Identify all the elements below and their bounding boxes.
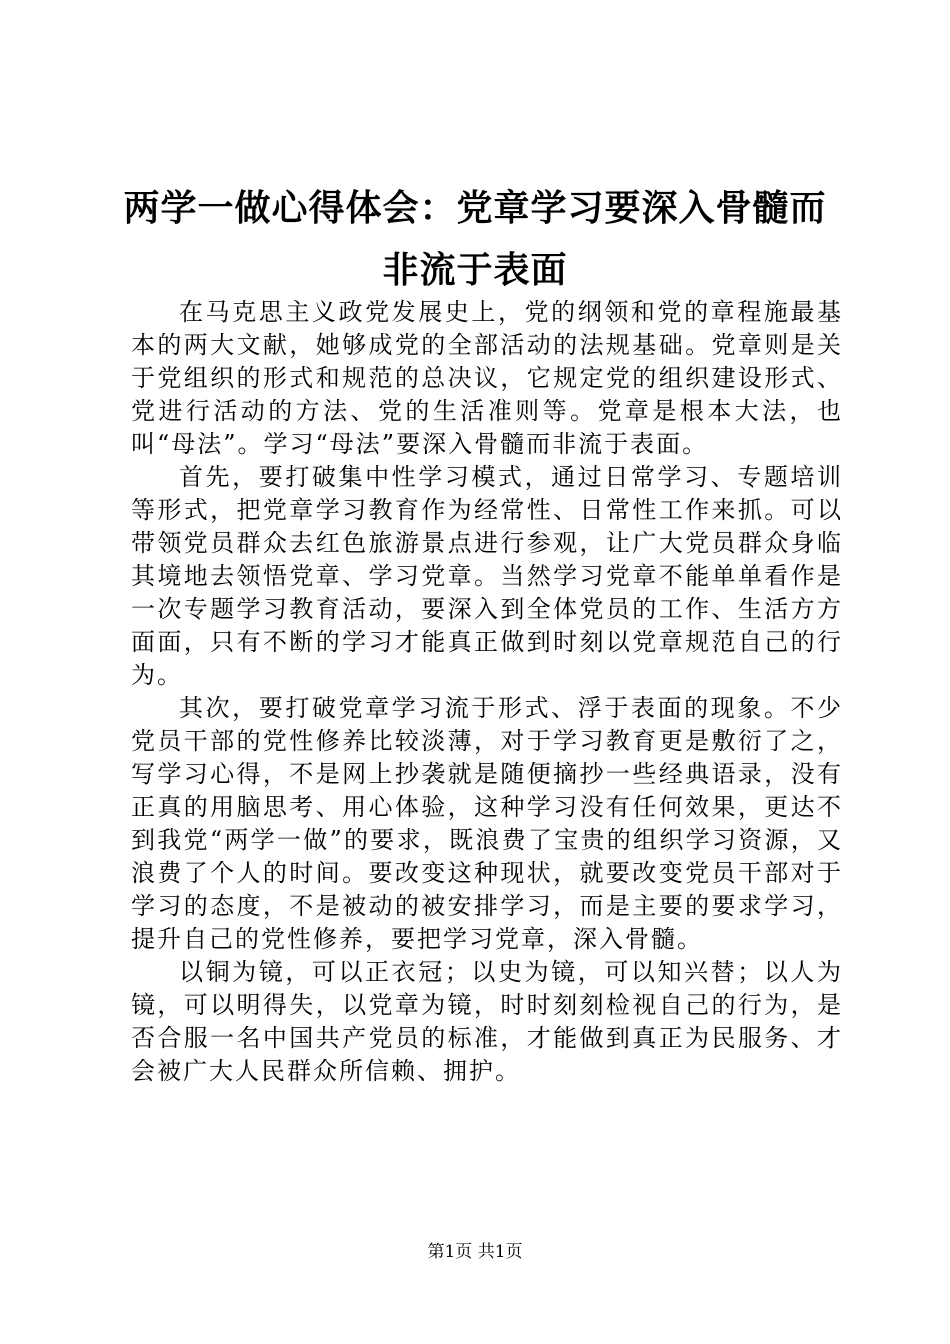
page-number-footer: 第1页 共1页	[427, 1242, 523, 1262]
paragraph: 以铜为镜，可以正衣冠；以史为镜，可以知兴替；以人为镜，可以明得失，以党章为镜，时时刻刻检视自己的行为，是否合服一名中国共产党员的标准，才能做到真正为民服务、才会被广大人民群众所信赖、拥护。	[131, 958, 843, 1085]
paragraph: 其次，要打破党章学习流于形式、浮于表面的现象。不少党员干部的党性修养比较淡薄，对于学习教育更是敷衍了之，写学习心得，不是网上抄袭就是随便摘抄一些经典语录，没有正真的用脑思考、用心体验，这种学习没有任何效果，更达不到我党“两学一做”的要求，既浪费了宝贵的组织学习资源，又浪费了个人的时间。要改变这种现状，就要改变党员干部对于学习的态度，不是被动的被安排学习，而是主要的要求学习，提升自己的党性修养，要把学习党章，深入骨髓。	[131, 694, 843, 953]
paragraph: 首先，要打破集中性学习模式，通过日常学习、专题培训等形式，把党章学习教育作为经常性、日常性工作来抓。可以带领党员群众去红色旅游景点进行参观，让广大党员群众身临其境地去领悟党章、学习党章。当然学习党章不能单单看作是一次专题学习教育活动，要深入到全体党员的工作、生活方方面面，只有不断的学习才能真正做到时刻以党章规范自己的行为。	[131, 463, 843, 689]
document-title: 两学一做心得体会：党章学习要深入骨髓而非流于表面	[123, 188, 827, 291]
document-body	[131, 296, 843, 1088]
paragraph: 在马克思主义政党发展史上，党的纲领和党的章程施最基本的两大文献，她够成党的全部活动的法规基础。党章则是关于党组织的形式和规范的总决议，它规定党的组织建设形式、党进行活动的方法、党的生活准则等。党章是根本大法，也叫“母法”。学习“母法”要深入骨髓而非流于表面。	[131, 298, 843, 458]
